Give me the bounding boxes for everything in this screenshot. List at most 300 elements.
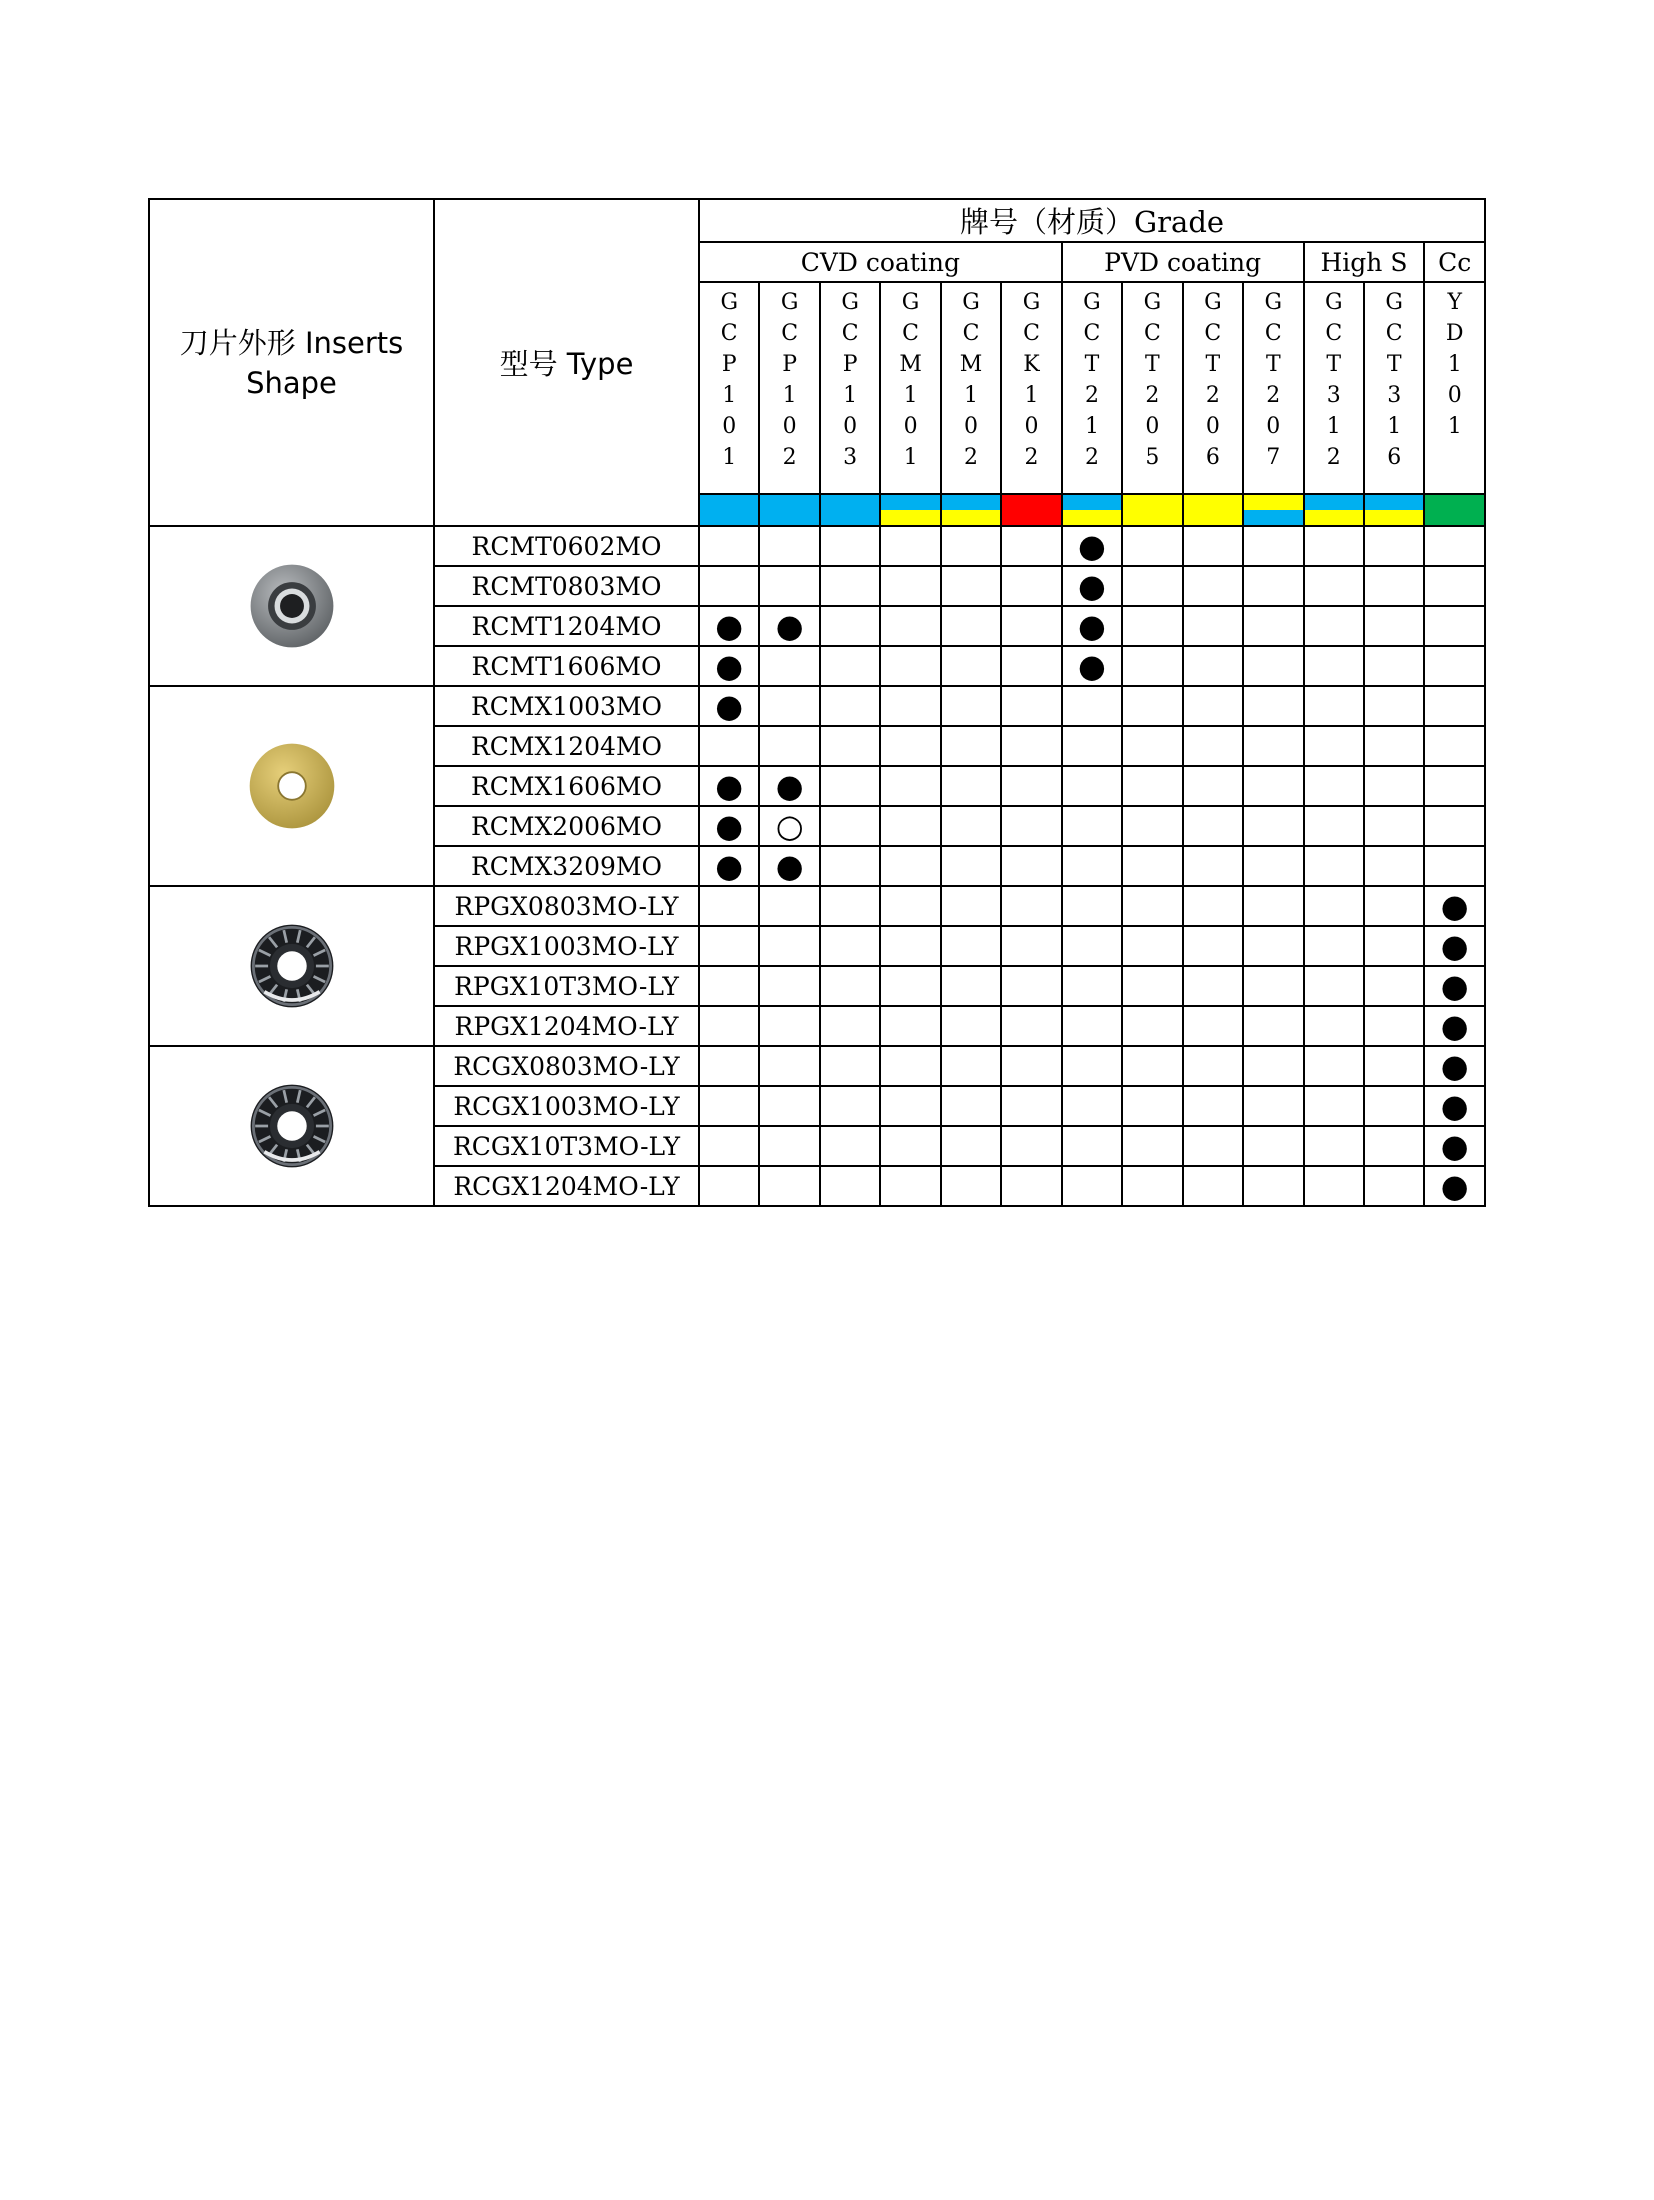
grade-cell [1062, 526, 1122, 566]
grade-color-bar [1424, 494, 1485, 526]
grade-color-top [881, 495, 939, 510]
grade-code: G C T 2 0 7 [1264, 290, 1283, 470]
grade-cell [1243, 726, 1303, 766]
insert-shape-cell [149, 526, 434, 686]
grade-cell [1122, 766, 1182, 806]
grade-cell [759, 606, 819, 646]
grade-cell [1304, 726, 1364, 766]
shape-header-line1: 刀片外形 Inserts [179, 325, 404, 360]
grade-cell [1122, 526, 1182, 566]
grade-cell [1243, 766, 1303, 806]
table-row [149, 1046, 1485, 1086]
grade-cell [1304, 1046, 1364, 1086]
grade-cell [820, 1126, 880, 1166]
grade-cell [759, 966, 819, 1006]
grade-cell [941, 966, 1001, 1006]
grade-cell [759, 1126, 819, 1166]
grade-cell [759, 526, 819, 566]
grade-cell [699, 1166, 759, 1206]
grade-cell [759, 766, 819, 806]
grade-cell [1183, 606, 1243, 646]
coating-group-header: CVD coating [699, 242, 1062, 282]
grade-color-top [1123, 495, 1181, 510]
grade-cell [1183, 766, 1243, 806]
insert-shape-cell [149, 886, 434, 1046]
grade-cell [1122, 886, 1182, 926]
recommended-mark: ● [1440, 1047, 1469, 1085]
grade-cell [941, 1006, 1001, 1046]
grade-code-cell [1304, 282, 1364, 494]
grade-code: G C M 1 0 1 [899, 290, 922, 470]
grade-color-top [942, 495, 1000, 510]
grade-cell [1062, 806, 1122, 846]
insert-type: RCMT1204MO [434, 606, 699, 646]
insert-shape-cell [149, 1046, 434, 1206]
grade-cell [1364, 566, 1424, 606]
recommended-mark: ● [1077, 647, 1106, 685]
insert-type: RCMT1606MO [434, 646, 699, 686]
grade-cell [1122, 1086, 1182, 1126]
grade-cell [1062, 1086, 1122, 1126]
grade-cell [1364, 1006, 1424, 1046]
grade-cell [1183, 726, 1243, 766]
grade-color-bottom [821, 510, 879, 525]
grade-cell [1183, 966, 1243, 1006]
grade-code-cell [941, 282, 1001, 494]
grade-cell [1062, 646, 1122, 686]
grade-cell [1122, 726, 1182, 766]
grade-cell [699, 766, 759, 806]
grade-code: G C T 2 0 6 [1204, 290, 1222, 470]
shape-header [149, 199, 434, 526]
insert-type: RCMX2006MO [434, 806, 699, 846]
grade-cell [1364, 966, 1424, 1006]
grade-cell [941, 726, 1001, 766]
grade-cell [1122, 1166, 1182, 1206]
grade-cell [941, 526, 1001, 566]
grade-cell [759, 566, 819, 606]
grade-cell [699, 1126, 759, 1166]
grade-cell [1364, 766, 1424, 806]
grade-cell [1001, 686, 1061, 726]
grade-cell [820, 766, 880, 806]
grade-cell [1001, 606, 1061, 646]
grade-cell [699, 726, 759, 766]
recommended-mark: ● [1077, 567, 1106, 605]
grade-cell [820, 886, 880, 926]
table-row [149, 686, 1485, 726]
grade-color-top [1365, 495, 1423, 510]
grade-cell [1001, 1006, 1061, 1046]
grade-table [148, 198, 1486, 1207]
grade-color-bar [1062, 494, 1122, 526]
grade-cell [1183, 1166, 1243, 1206]
grade-cell [1001, 526, 1061, 566]
grade-cell [1183, 886, 1243, 926]
grade-cell [880, 1046, 940, 1086]
grade-cell [759, 1006, 819, 1046]
grade-cell [759, 1166, 819, 1206]
grade-header: 牌号（材质）Grade [699, 199, 1485, 242]
grade-code-cell [880, 282, 940, 494]
grade-cell [759, 1046, 819, 1086]
recommended-mark: ● [715, 807, 744, 845]
recommended-mark: ● [1440, 887, 1469, 925]
grade-cell [1001, 646, 1061, 686]
grade-cell [759, 646, 819, 686]
grade-cell [941, 1086, 1001, 1126]
grade-code-cell [1062, 282, 1122, 494]
grade-color-bar [1183, 494, 1243, 526]
grade-color-bar [1001, 494, 1061, 526]
grade-cell [1183, 846, 1243, 886]
grade-cell [880, 1166, 940, 1206]
grade-cell [699, 886, 759, 926]
grade-color-bar [1304, 494, 1364, 526]
grade-cell [1243, 646, 1303, 686]
grade-cell [1001, 926, 1061, 966]
insert-type: RPGX1003MO-LY [434, 926, 699, 966]
grade-cell [941, 1046, 1001, 1086]
grade-cell [759, 1086, 819, 1126]
grade-cell [1122, 846, 1182, 886]
insert-type: RCMT0803MO [434, 566, 699, 606]
grade-color-top [1244, 495, 1302, 510]
grade-cell [1424, 566, 1485, 606]
grade-cell [1424, 1166, 1485, 1206]
grade-color-bottom [1184, 510, 1242, 525]
grade-cell [699, 966, 759, 1006]
grade-code-cell [820, 282, 880, 494]
grade-cell [941, 606, 1001, 646]
grade-cell [1062, 1046, 1122, 1086]
grade-cell [880, 1006, 940, 1046]
grade-cell [1062, 1166, 1122, 1206]
grade-cell [880, 806, 940, 846]
grade-cell [759, 846, 819, 886]
recommended-mark: ● [715, 767, 744, 805]
grade-cell [1122, 1006, 1182, 1046]
grade-cell [820, 1086, 880, 1126]
grade-cell [1424, 1086, 1485, 1126]
insert-type: RCGX0803MO-LY [434, 1046, 699, 1086]
grade-cell [1183, 1086, 1243, 1126]
grade-cell [820, 726, 880, 766]
grade-cell [1424, 1046, 1485, 1086]
grade-cell [880, 686, 940, 726]
grade-cell [880, 846, 940, 886]
grade-cell [1424, 806, 1485, 846]
grade-cell [1304, 1126, 1364, 1166]
grade-cell [1122, 566, 1182, 606]
black-chipbreaker-insert-icon [246, 920, 338, 1012]
grade-color-bottom [760, 510, 818, 525]
grade-cell [1243, 1166, 1303, 1206]
grade-cell [880, 606, 940, 646]
grade-cell [1243, 1046, 1303, 1086]
grade-cell [1304, 926, 1364, 966]
grade-cell [1183, 1046, 1243, 1086]
grade-cell [941, 926, 1001, 966]
grade-cell [1424, 966, 1485, 1006]
recommended-mark: ● [1077, 527, 1106, 565]
grade-cell [941, 1166, 1001, 1206]
grade-cell [699, 806, 759, 846]
insert-type: RCMX3209MO [434, 846, 699, 886]
grade-cell [1424, 686, 1485, 726]
grade-code-cell [699, 282, 759, 494]
grade-code: G C T 3 1 6 [1385, 290, 1403, 470]
recommended-mark: ● [715, 607, 744, 645]
grade-cell [880, 926, 940, 966]
grade-code-cell [1183, 282, 1243, 494]
grade-cell [699, 1086, 759, 1126]
grade-cell [880, 1086, 940, 1126]
grade-cell [699, 846, 759, 886]
recommended-mark: ● [1440, 1127, 1469, 1165]
grade-cell [1183, 1126, 1243, 1166]
grade-code: G C T 3 1 2 [1324, 290, 1343, 470]
grade-color-top [1184, 495, 1242, 510]
grade-color-bottom [942, 510, 1000, 525]
grade-cell [1183, 566, 1243, 606]
grade-cell [1304, 1086, 1364, 1126]
grade-color-top [1305, 495, 1363, 510]
grade-cell [699, 926, 759, 966]
grade-cell [1304, 686, 1364, 726]
insert-type: RCMT0602MO [434, 526, 699, 566]
grade-cell [880, 526, 940, 566]
grade-cell [1243, 606, 1303, 646]
grade-cell [1424, 926, 1485, 966]
insert-type: RCGX10T3MO-LY [434, 1126, 699, 1166]
grade-cell [880, 1126, 940, 1166]
grade-code-cell [1001, 282, 1061, 494]
grade-cell [1001, 1166, 1061, 1206]
grade-cell [1364, 886, 1424, 926]
grade-color-top [1425, 495, 1484, 510]
grade-cell [1304, 646, 1364, 686]
grade-cell [880, 766, 940, 806]
grade-cell [1183, 686, 1243, 726]
grade-code: Y D 1 0 1 [1445, 290, 1464, 439]
coating-group-header: High S [1304, 242, 1425, 282]
grade-cell [699, 1046, 759, 1086]
grade-cell [1062, 846, 1122, 886]
grade-cell [1364, 846, 1424, 886]
grade-code: G C P 1 0 3 [841, 290, 859, 470]
table-row [149, 526, 1485, 566]
recommended-mark: ● [1440, 967, 1469, 1005]
grade-cell [1062, 726, 1122, 766]
grade-cell [1424, 1126, 1485, 1166]
grade-cell [1122, 926, 1182, 966]
grade-cell [820, 526, 880, 566]
grade-color-bottom [1002, 510, 1060, 525]
grade-cell [1183, 646, 1243, 686]
grade-color-top [1002, 495, 1060, 510]
grade-color-top [821, 495, 879, 510]
grade-cell [1122, 686, 1182, 726]
grade-cell [1424, 526, 1485, 566]
grade-color-top [1063, 495, 1121, 510]
gold-round-insert-icon [246, 740, 338, 832]
grade-cell [1243, 686, 1303, 726]
grade-cell [1304, 846, 1364, 886]
grade-cell [1424, 846, 1485, 886]
grade-cell [1424, 726, 1485, 766]
recommended-mark: ● [715, 847, 744, 885]
grey-round-insert-icon [246, 560, 338, 652]
insert-type: RCMX1003MO [434, 686, 699, 726]
grade-code-cell [1424, 282, 1485, 494]
grade-cell [1001, 766, 1061, 806]
recommended-mark: ● [1077, 607, 1106, 645]
grade-cell [1243, 526, 1303, 566]
grade-cell [699, 1006, 759, 1046]
grade-cell [941, 846, 1001, 886]
grade-code: G C M 1 0 2 [959, 290, 983, 470]
insert-type: RPGX0803MO-LY [434, 886, 699, 926]
grade-cell [1001, 726, 1061, 766]
grade-code: G C T 2 1 2 [1083, 290, 1101, 470]
grade-cell [941, 886, 1001, 926]
grade-cell [1001, 846, 1061, 886]
grade-cell [1062, 566, 1122, 606]
grade-cell [1062, 966, 1122, 1006]
grade-cell [1001, 1086, 1061, 1126]
grade-color-bar [699, 494, 759, 526]
grade-cell [1243, 926, 1303, 966]
grade-cell [1304, 966, 1364, 1006]
insert-type: RCGX1204MO-LY [434, 1166, 699, 1206]
grade-color-bar [820, 494, 880, 526]
grade-cell [1304, 1166, 1364, 1206]
grade-cell [1304, 566, 1364, 606]
insert-type: RCMX1606MO [434, 766, 699, 806]
recommended-mark: ● [775, 767, 804, 805]
coating-group-header: Cc [1424, 242, 1485, 282]
grade-cell [1062, 686, 1122, 726]
insert-type: RPGX1204MO-LY [434, 1006, 699, 1046]
grade-cell [759, 886, 819, 926]
grade-code-cell [1243, 282, 1303, 494]
grade-cell [941, 686, 1001, 726]
grade-color-bottom [1425, 510, 1484, 525]
grade-cell [1062, 886, 1122, 926]
grade-table-body [149, 199, 1485, 1206]
grade-cell [1424, 766, 1485, 806]
grade-cell [941, 646, 1001, 686]
recommended-mark: ● [775, 607, 804, 645]
recommended-mark: ● [775, 847, 804, 885]
grade-cell [820, 606, 880, 646]
grade-cell [1122, 966, 1182, 1006]
grade-cell [1364, 1086, 1424, 1126]
grade-color-bottom [1123, 510, 1181, 525]
grade-cell [880, 646, 940, 686]
grade-cell [1364, 726, 1424, 766]
grade-cell [1062, 606, 1122, 646]
grade-cell [1183, 926, 1243, 966]
grade-cell [699, 566, 759, 606]
grade-cell [1364, 686, 1424, 726]
grade-cell [820, 846, 880, 886]
grade-cell [1304, 526, 1364, 566]
grade-cell [941, 766, 1001, 806]
grade-cell [880, 886, 940, 926]
grade-cell [1062, 1006, 1122, 1046]
grade-cell [1183, 526, 1243, 566]
grade-color-bar [1364, 494, 1424, 526]
grade-cell [820, 926, 880, 966]
grade-cell [1001, 566, 1061, 606]
insert-type: RCGX1003MO-LY [434, 1086, 699, 1126]
grade-cell [1424, 646, 1485, 686]
grade-cell [1304, 766, 1364, 806]
grade-cell [1001, 966, 1061, 1006]
coating-group-header: PVD coating [1062, 242, 1304, 282]
grade-cell [941, 806, 1001, 846]
grade-cell [759, 926, 819, 966]
grade-cell [1062, 926, 1122, 966]
grade-cell [1001, 1126, 1061, 1166]
grade-color-bar [941, 494, 1001, 526]
grade-cell [699, 606, 759, 646]
shape-header-line2: Shape [246, 365, 337, 400]
insert-type: RPGX10T3MO-LY [434, 966, 699, 1006]
grade-cell [1364, 1126, 1424, 1166]
table-row [149, 886, 1485, 926]
grade-table-container [148, 198, 1484, 1207]
grade-cell [820, 566, 880, 606]
grade-color-bottom [1305, 510, 1363, 525]
grade-code: G C T 2 0 5 [1143, 290, 1162, 470]
grade-cell [1364, 1166, 1424, 1206]
grade-cell [1364, 1046, 1424, 1086]
optional-mark: ○ [775, 807, 804, 845]
grade-cell [699, 686, 759, 726]
grade-cell [880, 966, 940, 1006]
grade-cell [1364, 806, 1424, 846]
grade-cell [1364, 926, 1424, 966]
grade-cell [1304, 1006, 1364, 1046]
grade-cell [820, 966, 880, 1006]
grade-cell [820, 1006, 880, 1046]
grade-cell [1122, 806, 1182, 846]
black-chipbreaker-insert-icon [246, 1080, 338, 1172]
grade-cell [1062, 1126, 1122, 1166]
grade-cell [1243, 1086, 1303, 1126]
grade-cell [1304, 606, 1364, 646]
grade-code: G C P 1 0 2 [780, 290, 799, 470]
recommended-mark: ● [1440, 1167, 1469, 1205]
grade-cell [1243, 846, 1303, 886]
grade-cell [820, 806, 880, 846]
grade-cell [1001, 806, 1061, 846]
grade-code: G C K 1 0 2 [1022, 290, 1041, 470]
grade-code-cell [1364, 282, 1424, 494]
grade-code-cell [759, 282, 819, 494]
grade-color-bottom [1063, 510, 1121, 525]
grade-cell [1243, 886, 1303, 926]
grade-cell [1243, 806, 1303, 846]
grade-cell [759, 806, 819, 846]
grade-cell [820, 1046, 880, 1086]
grade-code-cell [1122, 282, 1182, 494]
grade-cell [1122, 1046, 1182, 1086]
grade-color-bar [880, 494, 940, 526]
